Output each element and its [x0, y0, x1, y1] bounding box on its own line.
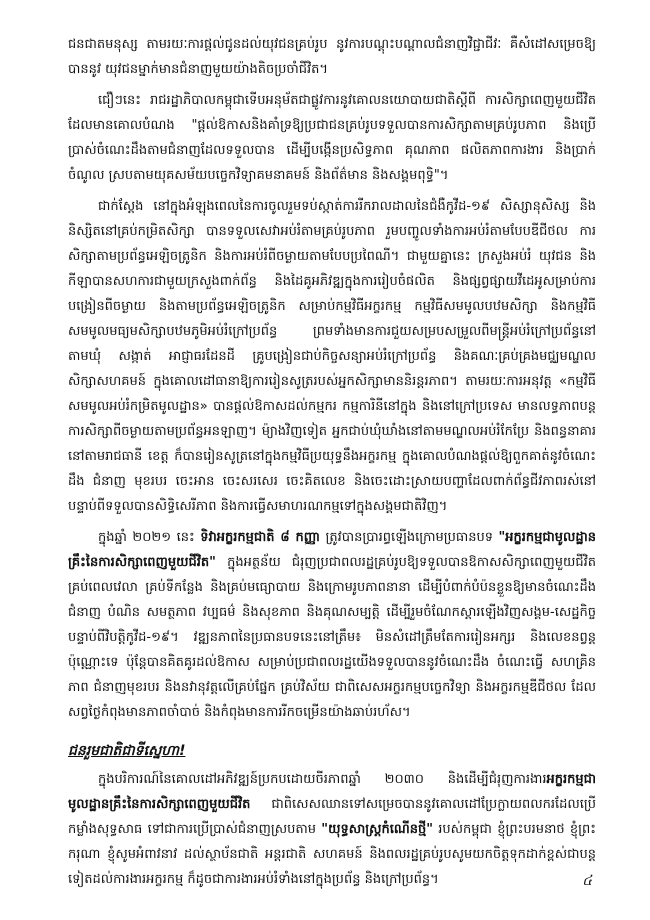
paragraph-4-mid: ត្រូវបានប្រារព្ធឡើងក្រោមប្រធានបទ — [319, 530, 499, 545]
theme-title: "អក្ខរកម្មជាមូលដ្ឋានគ្រឹះនៃការសិក្សាពេញមួយជីវិត" — [68, 530, 597, 570]
literacy-day-title: ទិវាអក្ខរកម្មជាតិ ៨ កញ្ញា — [200, 530, 320, 545]
paragraph-3: ជាក់ស្ដែង នៅក្នុងអំឡុងពេលនៃការចូលរួមទប់ស្កាត់ការរីករាលដាលនៃជំងឺកូវីដ-១៩ សិស្សានុសិស្ស និងនិស្សិតនៅគ្រប់កម្រិតសិក្សា បានទទួលសេវាអប់រំតាមគ្រប់រូបភាព រួមបញ្ចូលទាំងការអប់រំតាមបែបឌីជីថល ការសិក្សាតាមប្រព័ន្ធអេឡិចត្រូនិក និងការអប់រំពីចម្ងាយតាមបែបប្រពៃណី។ ជាមួយគ្នានេះ ក្រសួងអប់រំ យុវជន និងកីឡាបានសហការជាមួយក្រសួងពាក់ព័ន្ធ និងដៃគូអភិវឌ្ឍក្នុងការរៀបចំផលិត និងផ្សព្វផ្សាយវីដេអូសម្រាប់ការបង្រៀនពីចម្ងាយ និងតាមប្រព័ន្ធអេឡិចត្រូនិក សម្រាប់កម្មវិធីអក្ខរកម្ម កម្មវិធីសមមូលបឋមសិក្សា និងកម្មវិធីសមមូលមធ្យមសិក្សាបឋមភូមិអប់រំក្រៅប្រព័ន្ធ ព្រមទាំងមានការជួយសម្របសម្រួលពីមន្ត្រីអប់រំក្រៅប្រព័ន្ធនៅតាមឃុំ សង្កាត់ អាជ្ញាធរដែនដី គ្រូបង្រៀនជាប់កិច្ចសន្យាអប់រំក្រៅប្រព័ន្ធ និងគណៈគ្រប់គ្រងមជ្ឈមណ្ឌលសិក្សាសហគមន៍ ក្នុងគោលដៅធានាឱ្យការរៀនសូត្ររបស់អ្នកសិក្សាមាននិរន្តរភាព។ តាមរយៈការអនុវត្ត «កម្មវិធីសមមូលអប់រំកម្រិតមូលដ្ឋាន» បានផ្ដល់ឱកាសដល់កម្មករ កម្មការិនីនៅក្នុង និងនៅក្រៅប្រទេស មានលទ្ធភាពបន្តការសិក្សាពីចម្ងាយតាមប្រព័ន្ធអនឡាញ។ ម៉្យាងវិញទៀត អ្នកជាប់ឃុំឃាំងនៅតាមមណ្ឌលអប់រំកែប្រែ និងពន្ធនាគារនៅតាមរាជធានី ខេត្ត ក៏បានរៀនសូត្រនៅក្នុងកម្មវិធីប្រយុទ្ធនឹងអក្ខរកម្ម ក្នុងគោលបំណងផ្ដល់ឱ្យពួកគាត់នូវចំណេះដឹង ជំនាញ មុខរបរ ចេះអាន ចេះសរសេរ ចេះគិតលេខ និងចេះដោះស្រាយបញ្ហាដែលពាក់ព័ន្ធជីវភាពរស់នៅ បន្ទាប់ពីទទួលបានសិទ្ធិសេរីភាព និងការធ្វើសមាហរណកម្មទៅក្នុងសង្គមជាតិវិញ។ — [68, 199, 596, 514]
paragraph-5-mid: ជាពិសេសឈានទៅសម្រេចបាននូវគោលដៅប្រែក្លាយពលករដែលប្រើកម្លាំងសុទ្ធសាធ ទៅជាការប្រើប្រាស់ជំនាញស្របតាម — [68, 797, 596, 837]
paragraph-1: ជនជាតមនុស្ស តាមរយៈការផ្ដល់ជូនដល់យុវជនគ្រប់រូប នូវការបណ្ដុះបណ្ដាលជំនាញវិជ្ជាជីវៈ គឺសំដៅសម្រេចឱ្យបាននូវ យុវជនម្នាក់មានជំនាញមួយយ៉ាងតិចប្រចាំជីវិត។ — [68, 37, 596, 77]
paragraph-2: ជឿៗនេះ រាជរដ្ឋាភិបាលកម្ពុជាទើបអនុម័តជាផ្លូវការនូវគោលនយោបាយជាតិស្ដីពី ការសិក្សាពេញមួយជីវិតដែលមានគោលបំណង "ផ្ដល់ឱកាសនិងគាំទ្រឱ្យប្រជាជនគ្រប់រូបទទួលបានការសិក្សាតាមគ្រប់រូបភាព និងប្រើប្រាស់ចំណេះដឹងតាមជំនាញដែលទទួលបាន ដើម្បីបង្កើនប្រសិទ្ធភាព គុណភាព ផលិតភាពការងារ និងប្រាក់ចំណូល ស្របតាមយុគសម័យបច្ចេកវិទ្យាគមនាគមន៍ និងព័ត៌មាន និងសង្គមពុទ្ធិ"។ — [68, 93, 596, 183]
paragraph-5 — [68, 767, 596, 892]
paragraph-4 — [68, 525, 596, 725]
section-heading: ជនរួមជាតិជាទីស្នេហា! — [68, 743, 186, 759]
page-number: ៤ — [582, 873, 592, 889]
growth-strategy-phrase: "យុទ្ធសាស្ត្រកំណើនថ្មី" — [321, 822, 433, 837]
paragraph-4-post: ក្នុងអត្ថន័យ ជំរុញប្រជាពលរដ្ឋគ្រប់រូបឱ្យទទួលបានឱកាសសិក្សាពេញមួយជីវិត គ្រប់ពេលវេលា គ្រប់ទីកន្លែង និងគ្រប់មធ្យោបាយ និងក្រោមរូបភាពនានា ដើម្បីបំពាក់បំប៉នខ្លួនឱ្យមានចំណេះដឹង ជំនាញ បំណិន សមត្ថភាព វប្បធម៌ និងសុខភាព និងគុណសម្បត្តិ ដើម្បីរួមចំណែកស្តារឡើងវិញសង្គម-សេដ្ឋកិច្ច បន្ទាប់ពីវិបត្តិកូវីដ-១៩។ វឌ្ឍនភាពនៃប្រធានបទនេះនៅត្រឹម៖ មិនសំដៅត្រឹមតែការរៀនអក្សរ និងលេខនព្វន្ត ប៉ុណ្ណោះទេ ប៉ុន្តែបានគិតគូរដល់ឱកាស សម្រាប់ប្រជាពលរដ្ឋយើងទទួលបាននូវចំណេះដឹង ចំណេះធ្វើ សហគ្រិនភាព ជំនាញមុខរបរ និងនវានុវត្តលើគ្រប់ផ្នែក គ្រប់វិស័យ ជាពិសេសអក្ខរកម្មបច្ចេកវិទ្យា និងអក្ខរកម្មឌីជីថល ដែលសព្វថ្ងៃកំពុងមានភាពចាំបាច់ និងកំពុងមានការរីកចម្រើនយ៉ាងឆាប់រហ័ស។ — [68, 555, 596, 720]
paragraph-5-post: របស់កម្ពុជា ខ្ញុំព្រះបរមនាថ ខ្ញុំព្រះករុណា ខ្ញុំសូមអំពាវនាវ ដល់ស្ថាប័នជាតិ អន្តរជាតិ សហគមន៍ និងពលរដ្ឋគ្រប់រូបសូមយកចិត្តទុកដាក់ខ្ពស់ជាបន្តទៀតដល់ការងារអក្ខរកម្ម ក៏ដូចជាការងារអប់រំទាំងនៅក្នុងប្រព័ន្ធ និងក្រៅប្រព័ន្ធ។ — [68, 822, 596, 887]
paragraph-4-pre: ក្នុងឆ្នាំ ២០២១ នេះ — [98, 530, 201, 545]
literacy-foundation-phrase: អក្ខរកម្មជាមូលដ្ឋានគ្រឹះនៃការសិក្សាពេញមួយជីវិត — [68, 772, 596, 812]
paragraph-5-pre: ក្នុងបរិការណ៍នៃគោលដៅអភិវឌ្ឍន៍ប្រកបដោយចីរភាពឆ្នាំ ២០៣០ និងដើម្បីជំរុញការងារ — [98, 772, 547, 787]
